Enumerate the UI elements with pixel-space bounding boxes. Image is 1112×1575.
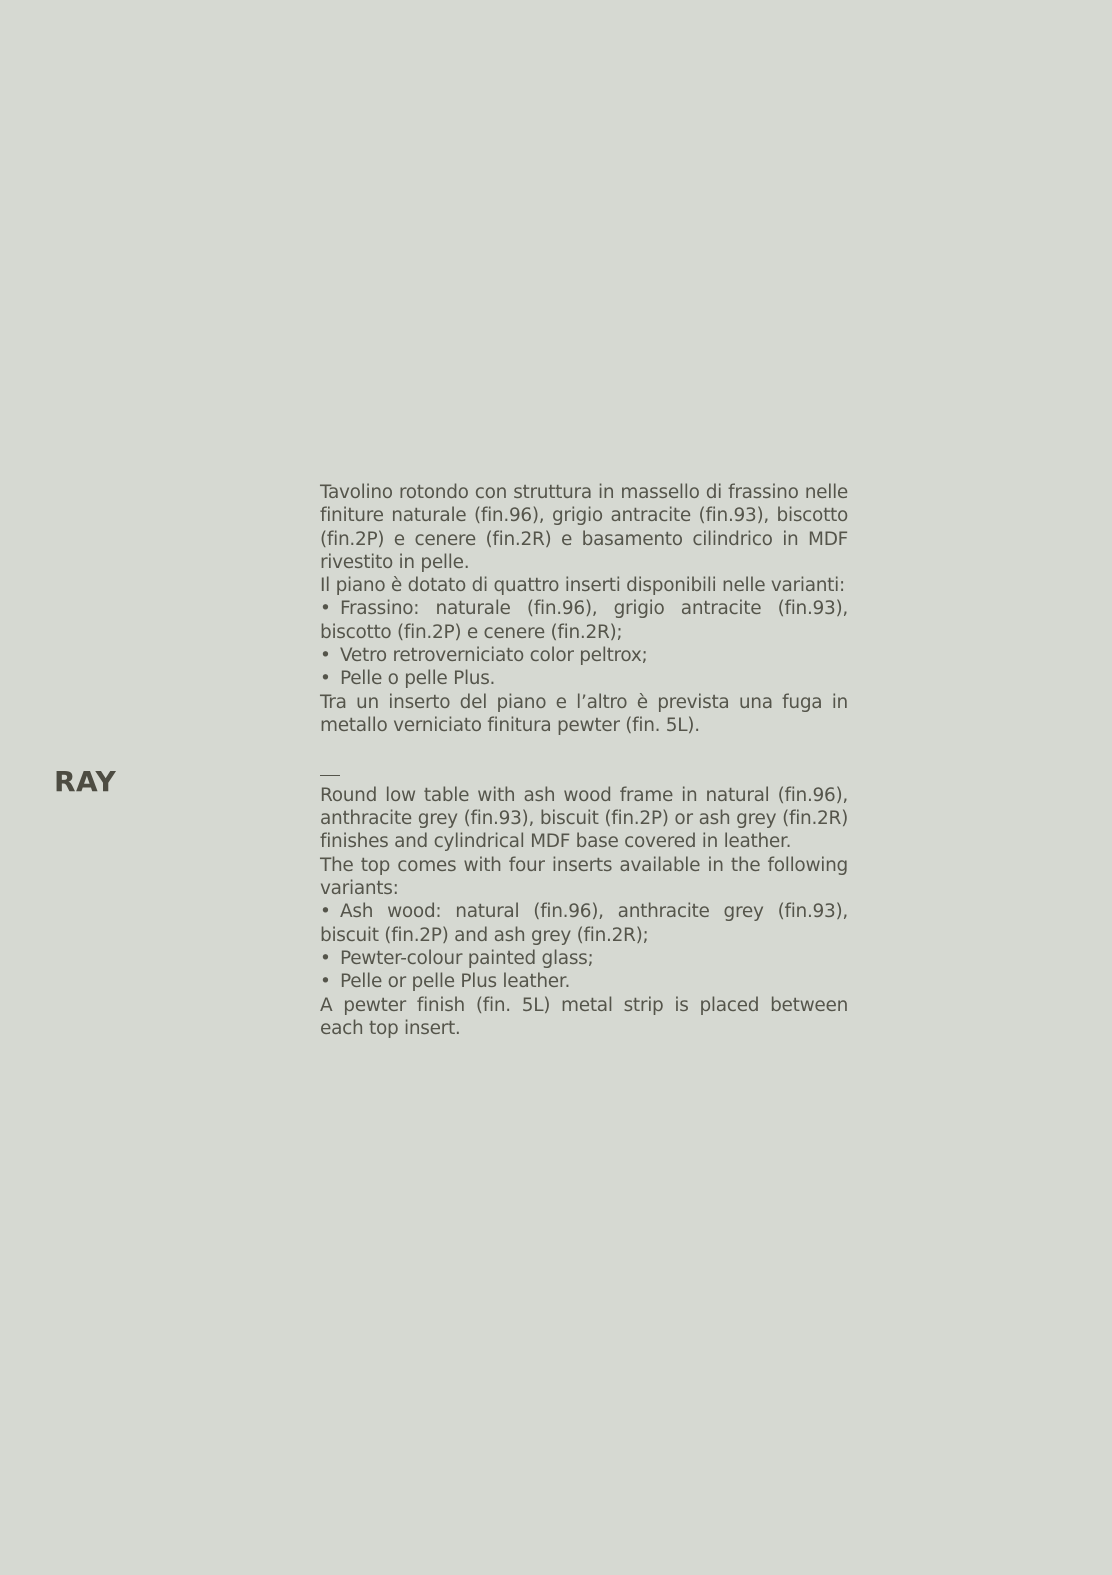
list-item: • Pewter-colour painted glass; xyxy=(320,947,594,969)
dash-divider xyxy=(320,775,340,776)
italian-inserts-intro: Il piano è dotato di quattro inserti disponibili nelle varianti: xyxy=(320,575,845,597)
bullet-icon: • xyxy=(320,971,331,993)
list-item: • Frassino: naturale (fin.96), grigio antracite (fin.93), biscotto (fin.2P) e cenere (fin.2R); xyxy=(320,598,848,643)
list-item: • Pelle or pelle Plus leather. xyxy=(320,971,571,993)
bullet-icon: • xyxy=(320,901,331,923)
english-variant-list xyxy=(320,900,848,993)
bullet-icon: • xyxy=(320,668,331,690)
product-name: RAY xyxy=(54,765,117,798)
section-spacer xyxy=(320,737,848,760)
list-item: • Ash wood: natural (fin.96), anthracite grey (fin.93), biscuit (fin.2P) and ash grey (fin.2R); xyxy=(320,901,848,946)
description-italian xyxy=(320,481,848,737)
list-item: • Pelle o pelle Plus. xyxy=(320,668,496,690)
bullet-icon: • xyxy=(320,645,331,667)
description-english xyxy=(320,784,848,1040)
italian-variant-list xyxy=(320,597,848,690)
italian-intro: Tavolino rotondo con struttura in massello di frassino nelle finiture naturale (fin.96), grigio antracite (fin.93), biscotto (fin.2P) e cenere (fin.2R) e basamento cilindrico in MDF rivestito in pelle. xyxy=(320,482,848,573)
english-closing: A pewter finish (fin. 5L) metal strip is placed between each top insert. xyxy=(320,994,848,1039)
product-description xyxy=(320,481,848,1040)
bullet-icon: • xyxy=(320,947,331,969)
english-inserts-intro: The top comes with four inserts available in the following variants: xyxy=(320,854,848,900)
bullet-icon: • xyxy=(320,598,331,620)
english-intro: Round low table with ash wood frame in natural (fin.96), anthracite grey (fin.93), biscuit (fin.2P) or ash grey (fin.2R) finishes and cylindrical MDF base covered in leather. xyxy=(320,784,848,853)
list-item: • Vetro retroverniciato color peltrox; xyxy=(320,645,648,667)
italian-closing: Tra un inserto del piano e l’altro è prevista una fuga in metallo verniciato finitura pewter (fin. 5L). xyxy=(320,691,848,736)
language-separator xyxy=(320,761,848,784)
